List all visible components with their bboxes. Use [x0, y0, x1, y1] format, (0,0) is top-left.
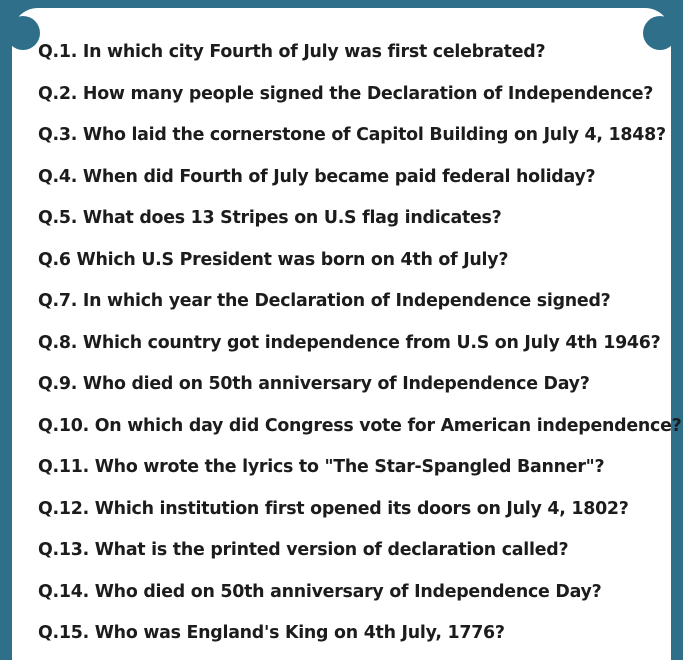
question-12: Q.12. Which institution first opened its doors on July 4, 1802?: [38, 498, 629, 519]
question-13: Q.13. What is the printed version of declaration called?: [38, 540, 569, 560]
question-2: Q.2. How many people signed the Declaration of Independence?: [38, 83, 654, 104]
question-1: Q.1. In which city Fourth of July was first celebrated?: [38, 42, 546, 62]
question-5: Q.5. What does 13 Stripes on U.S flag indicates?: [38, 208, 502, 228]
corner-notch-left: [6, 16, 40, 50]
question-3: Q.3. Who laid the cornerstone of Capitol Building on July 4, 1848?: [38, 125, 666, 145]
question-11: Q.11. Who wrote the lyrics to "The Star-Spangled Banner"?: [38, 457, 605, 477]
question-10: Q.10. On which day did Congress vote for American independence?: [38, 415, 682, 436]
question-list: [38, 32, 682, 655]
question-15: Q.15. Who was England's King on 4th July, 1776?: [38, 623, 505, 643]
question-14: Q.14. Who died on 50th anniversary of Independence Day?: [38, 581, 602, 602]
question-9: Q.9. Who died on 50th anniversary of Independence Day?: [38, 374, 590, 394]
background-frame-left: [0, 0, 12, 660]
question-4: Q.4. When did Fourth of July became paid federal holiday?: [38, 166, 596, 187]
question-8: Q.8. Which country got independence from U.S on July 4th 1946?: [38, 332, 661, 353]
question-7: Q.7. In which year the Declaration of Independence signed?: [38, 291, 611, 311]
question-6: Q.6 Which U.S President was born on 4th of July?: [38, 249, 509, 270]
